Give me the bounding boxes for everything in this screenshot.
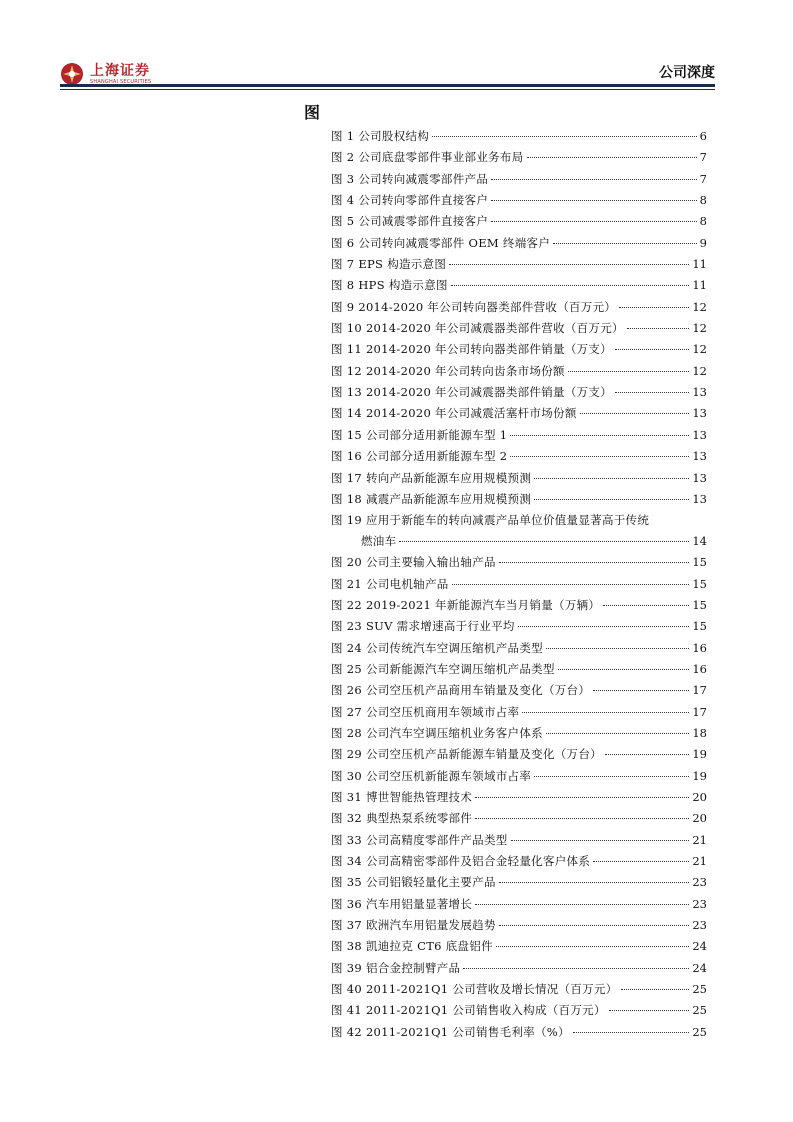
toc-entry[interactable]: [331, 640, 707, 661]
toc-entry[interactable]: [331, 725, 707, 746]
toc-leader-dots: [499, 882, 690, 883]
toc-entry-page: 13: [692, 406, 707, 421]
toc-entry[interactable]: [331, 341, 707, 362]
toc-leader-dots: [534, 478, 689, 479]
toc-entry-page: 13: [692, 470, 707, 485]
toc-entry[interactable]: [331, 874, 707, 895]
toc-entry-label: 图 37 欧洲汽车用铝量发展趋势: [331, 918, 496, 933]
toc-entry[interactable]: [331, 405, 707, 426]
toc-entry-label: 图 32 典型热泵系统零部件: [331, 811, 473, 826]
toc-entry-page: 15: [692, 576, 707, 591]
toc-entry-label: 图 10 2014-2020 年公司减震器类部件营收（百万元）: [331, 321, 624, 336]
toc-entry-label: 图 40 2011-2021Q1 公司营收及增长情况（百万元）: [331, 982, 618, 997]
toc-leader-dots: [593, 690, 689, 691]
toc-entry-page: 19: [692, 768, 707, 783]
toc-entry-page: 13: [692, 491, 707, 506]
toc-leader-dots: [518, 626, 690, 627]
toc-leader-dots: [615, 349, 689, 350]
toc-entry-label: 图 28 公司汽车空调压缩机业务客户体系: [331, 725, 543, 740]
toc-entry[interactable]: [331, 938, 707, 959]
toc-entry[interactable]: [331, 277, 707, 298]
toc-entry[interactable]: [331, 192, 707, 213]
toc-entry-page: 8: [699, 193, 707, 208]
toc-entry-label: 图 11 2014-2020 年公司转向器类部件销量（万支）: [331, 342, 613, 357]
toc-entry-page: 20: [692, 789, 707, 804]
toc-entry-page: 24: [692, 960, 707, 975]
toc-entry[interactable]: [331, 448, 707, 469]
toc-entry-page: 12: [692, 299, 707, 314]
toc-entry[interactable]: [331, 576, 707, 597]
toc-leader-dots: [399, 541, 689, 542]
toc-entry-page: 21: [692, 854, 707, 868]
toc-entry-page: 13: [692, 385, 707, 400]
toc-entry[interactable]: [331, 661, 707, 682]
toc-leader-dots: [619, 307, 689, 308]
toc-leader-dots: [603, 605, 689, 606]
company-logo-icon: [60, 62, 84, 86]
toc-entry-label: 图 31 博世智能热管理技术: [331, 789, 473, 804]
toc-leader-dots: [546, 648, 689, 649]
toc-leader-dots: [527, 157, 697, 158]
toc-leader-dots: [463, 968, 689, 969]
toc-leader-dots: [499, 925, 690, 926]
toc-entry-label: 图 3 公司转向减震零部件产品: [331, 171, 489, 186]
toc-entry-label: 图 29 公司空压机产品新能源车销量及变化（万台）: [331, 747, 602, 762]
toc-entry[interactable]: [331, 789, 707, 810]
toc-entry-page: 23: [692, 875, 707, 890]
toc-entry[interactable]: [331, 704, 707, 725]
toc-entry-page: 14: [692, 534, 707, 549]
toc-entry-page: 12: [692, 363, 707, 378]
toc-entry-page: 25: [692, 982, 707, 997]
toc-leader-dots: [475, 797, 689, 798]
toc-entry[interactable]: [331, 235, 707, 256]
toc-entry-page: 18: [692, 725, 707, 740]
toc-entry-page: 19: [692, 747, 707, 762]
toc-entry-label: 图 38 凯迪拉克 CT6 底盘铝件: [331, 939, 493, 954]
toc-entry-label: 图 23 SUV 需求增速高于行业平均: [331, 619, 515, 634]
toc-entry[interactable]: [331, 917, 707, 938]
toc-entry[interactable]: [331, 320, 707, 341]
toc-leader-dots: [553, 243, 697, 244]
toc-entry[interactable]: [331, 213, 707, 234]
toc-entry-label: 图 30 公司空压机新能源车领域市占率: [331, 768, 532, 783]
toc-entry-label: 图 4 公司转向零部件直接客户: [331, 193, 489, 208]
toc-entry-label: 图 39 铝合金控制臂产品: [331, 960, 461, 975]
toc-entry-page: 17: [692, 683, 707, 698]
toc-entry-label: 图 21 公司电机轴产品: [331, 576, 449, 591]
toc-leader-dots: [491, 221, 697, 222]
toc-entry[interactable]: [331, 363, 707, 384]
toc-entry-label: 图 2 公司底盘零部件事业部业务布局: [331, 150, 524, 165]
toc-entry-label: 图 36 汽车用铝量显著增长: [331, 896, 473, 911]
toc-entry[interactable]: [331, 896, 707, 917]
toc-entry-page: 15: [692, 555, 707, 570]
toc-leader-dots: [499, 562, 690, 563]
toc-entry[interactable]: [331, 810, 707, 831]
toc-leader-dots: [534, 776, 689, 777]
toc-leader-dots: [452, 584, 690, 585]
toc-leader-dots: [491, 200, 697, 201]
toc-entry[interactable]: [331, 597, 707, 618]
toc-entry-label: 图 15 公司部分适用新能源车型 1: [331, 427, 508, 442]
toc-entry-label: 图 16 公司部分适用新能源车型 2: [331, 449, 508, 464]
toc-leader-dots: [627, 328, 690, 329]
toc-entry-page: 16: [692, 661, 707, 676]
toc-leader-dots: [568, 371, 690, 372]
logo-chinese-name: 上海证券: [90, 62, 150, 79]
figures-list-title: 图: [304, 103, 321, 122]
toc-entry-page: 11: [692, 278, 707, 293]
toc-entry[interactable]: [331, 746, 707, 767]
toc-leader-dots: [522, 712, 689, 713]
toc-entry[interactable]: [331, 512, 707, 554]
toc-entry-label: 图 42 2011-2021Q1 公司销售毛利率（%）: [331, 1024, 570, 1039]
toc-leader-dots: [475, 818, 689, 819]
toc-entry-label: 图 41 2011-2021Q1 公司销售收入构成（百万元）: [331, 1003, 606, 1018]
toc-entry-label: 图 18 减震产品新能源车应用规模预测: [331, 491, 532, 506]
toc-entry[interactable]: [331, 832, 707, 853]
toc-entry-label: 图 20 公司主要输入输出轴产品: [331, 555, 496, 570]
toc-leader-dots: [496, 946, 689, 947]
toc-entry-label: 图 17 转向产品新能源车应用规模预测: [331, 470, 532, 485]
toc-entry-page: 15: [692, 597, 707, 612]
toc-entry-label: 图 5 公司减震零部件直接客户: [331, 214, 489, 229]
toc-leader-dots: [451, 285, 690, 286]
toc-entry-page: 6: [699, 129, 707, 143]
document-type-label: 公司深度: [659, 65, 715, 81]
toc-entry[interactable]: [331, 299, 707, 320]
toc-entry-page: 16: [692, 640, 707, 655]
toc-entry[interactable]: [331, 768, 707, 789]
toc-entry-page: 25: [692, 1003, 707, 1018]
toc-leader-dots: [534, 499, 689, 500]
toc-entry-page: 20: [692, 811, 707, 826]
toc-entry[interactable]: [331, 1002, 707, 1023]
toc-leader-dots: [558, 669, 690, 670]
toc-entry[interactable]: [331, 960, 707, 981]
toc-entry-page: 9: [699, 235, 707, 250]
logo-english-name: SHANGHAI SECURITIES: [90, 78, 152, 85]
toc-entry[interactable]: [331, 171, 707, 192]
toc-entry-label: 图 1 公司股权结构: [331, 129, 430, 143]
toc-leader-dots: [593, 861, 689, 862]
toc-entry[interactable]: [331, 554, 707, 575]
toc-entry-page: 13: [692, 449, 707, 464]
toc-entry[interactable]: [331, 491, 707, 512]
toc-leader-dots: [511, 840, 690, 841]
toc-entry-label: 图 33 公司高精度零部件产品类型: [331, 832, 508, 847]
toc-entry-label: 图 27 公司空压机商用车领域市占率: [331, 704, 520, 719]
toc-entry-label: 图 6 公司转向减震零部件 OEM 终端客户: [331, 235, 551, 250]
page-header: [60, 54, 715, 88]
toc-entry-page: 7: [699, 150, 707, 165]
toc-entry-page: 24: [692, 939, 707, 954]
toc-entry-page: 7: [699, 171, 707, 186]
toc-leader-dots: [573, 1032, 690, 1033]
header-rule-thin: [60, 89, 715, 90]
toc-leader-dots: [605, 754, 689, 755]
toc-entry-page: 13: [692, 427, 707, 442]
toc-entry[interactable]: [331, 256, 707, 277]
toc-entry-page: 21: [692, 832, 707, 847]
toc-entry[interactable]: [331, 618, 707, 639]
toc-entry-page: 12: [692, 321, 707, 336]
toc-leader-dots: [609, 1010, 690, 1011]
toc-entry-label: 图 34 公司高精密零部件及铝合金轻量化客户体系: [331, 854, 591, 868]
toc-entry-page: 12: [692, 342, 707, 357]
toc-entry-label: 图 14 2014-2020 年公司减震活塞杆市场份额: [331, 406, 577, 421]
toc-leader-dots: [475, 904, 689, 905]
toc-entry-label: 图 24 公司传统汽车空调压缩机产品类型: [331, 640, 543, 655]
toc-entry-label: 图 9 2014-2020 年公司转向器类部件营收（百万元）: [331, 299, 617, 314]
toc-leader-dots: [432, 136, 697, 137]
toc-entry-label: 图 8 HPS 构造示意图: [331, 278, 448, 293]
toc-entry-page: 11: [692, 257, 707, 272]
toc-entry-page: 17: [692, 704, 707, 719]
toc-leader-dots: [546, 733, 689, 734]
toc-leader-dots: [491, 179, 697, 180]
toc-entry-page: 25: [692, 1024, 707, 1039]
toc-entry-page: 15: [692, 619, 707, 634]
toc-leader-dots: [510, 435, 689, 436]
toc-entry-label: 图 13 2014-2020 年公司减震器类部件销量（万支）: [331, 385, 613, 400]
toc-leader-dots: [621, 989, 690, 990]
toc-entry[interactable]: [331, 470, 707, 491]
toc-entry[interactable]: [331, 128, 707, 149]
toc-entry[interactable]: [331, 384, 707, 405]
toc-entry-page: 23: [692, 896, 707, 911]
header-rule-thick: [60, 84, 715, 87]
toc-entry-label: 图 7 EPS 构造示意图: [331, 257, 447, 272]
toc-entry-page: 23: [692, 918, 707, 933]
figures-table-of-contents: [331, 128, 707, 1045]
toc-entry-label-continued: 燃油车: [361, 534, 397, 549]
toc-entry[interactable]: [331, 682, 707, 703]
toc-entry[interactable]: [331, 149, 707, 170]
toc-entry-label: 图 12 2014-2020 年公司转向齿条市场份额: [331, 363, 565, 378]
toc-entry-page: 8: [699, 214, 707, 229]
toc-leader-dots: [510, 456, 689, 457]
toc-entry-label: 图 35 公司铝锻轻量化主要产品: [331, 875, 496, 890]
toc-entry-label: 图 19 应用于新能车的转向减震产品单位价值量显著高于传统: [331, 513, 650, 528]
toc-entry[interactable]: [331, 853, 707, 874]
toc-entry[interactable]: [331, 981, 707, 1002]
toc-leader-dots: [449, 264, 689, 265]
toc-entry-label: 图 26 公司空压机产品商用车销量及变化（万台）: [331, 683, 591, 698]
toc-entry-label: 图 25 公司新能源汽车空调压缩机产品类型: [331, 661, 555, 676]
toc-leader-dots: [580, 413, 690, 414]
toc-entry[interactable]: [331, 427, 707, 448]
toc-entry[interactable]: [331, 1024, 707, 1045]
toc-leader-dots: [615, 392, 689, 393]
toc-entry-label: 图 22 2019-2021 年新能源汽车当月销量（万辆）: [331, 597, 601, 612]
